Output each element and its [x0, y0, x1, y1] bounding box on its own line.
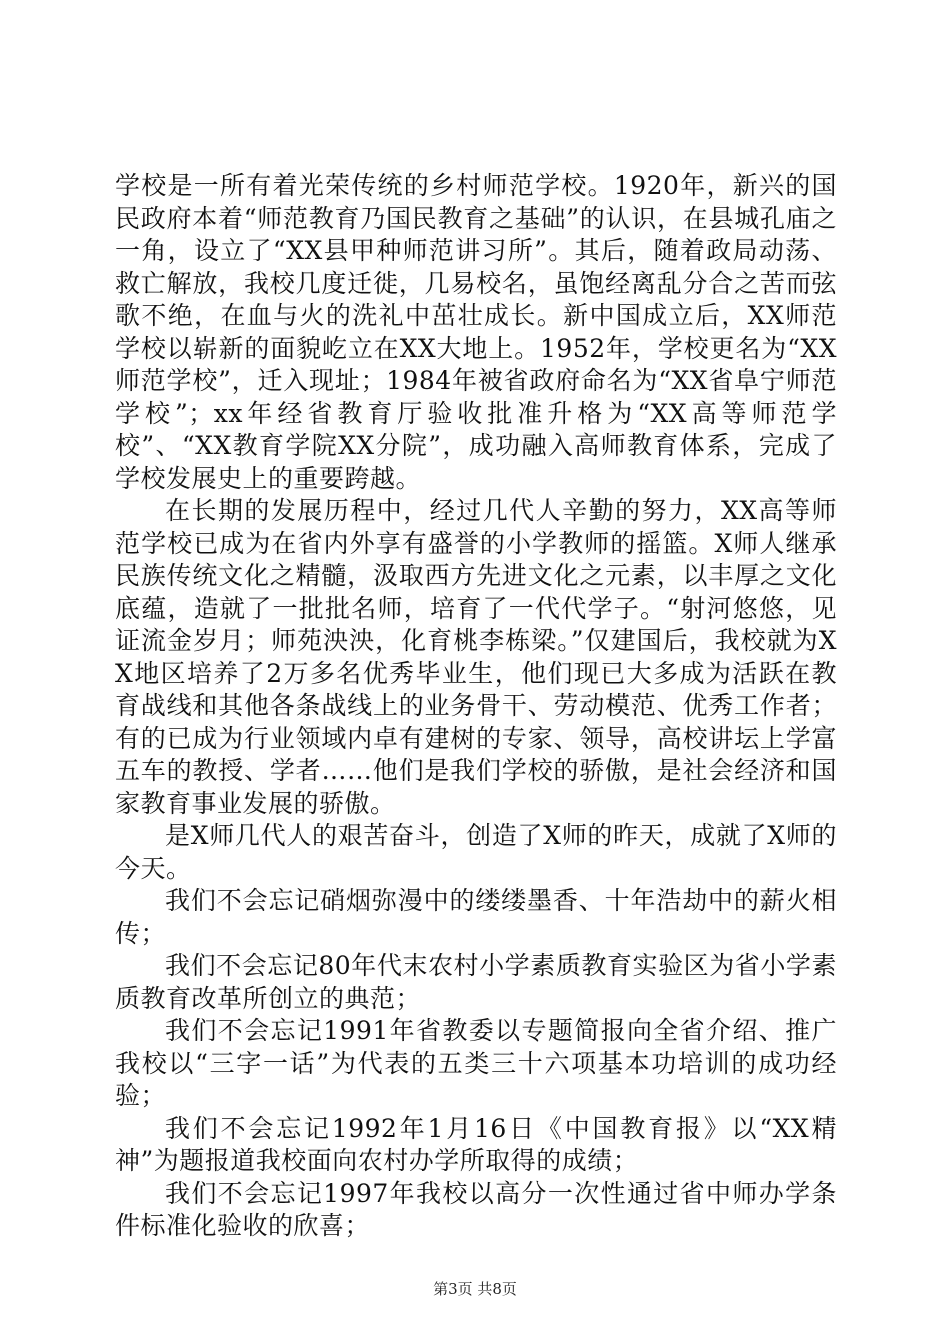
document-body [115, 170, 837, 1243]
paragraph-remember-1: 我们不会忘记硝烟弥漫中的缕缕墨香、十年浩劫中的薪火相传； [115, 886, 837, 948]
paragraph-development: 在长期的发展历程中，经过几代人辛勤的努力，XX高等师范学校已成为在省内外享有盛誉的小学教师的摇篮。X师人继承民族传统文化之精髓，汲取西方先进文化之元素，以丰厚之文化底蕴，造就了一批批名师，培育了一代代学子。“射河悠悠，见证流金岁月；师苑泱泱，化育桃李栋梁。”仅建国后，我校就为XX地区培养了2万多名优秀毕业生，他们现已大多成为活跃在教育战线和其他各条战线上的业务骨干、劳动模范、优秀工作者；有的已成为行业领域内卓有建树的专家、领导，高校讲坛上学富五车的教授、学者……他们是我们学校的骄傲，是社会经济和国家教育事业发展的骄傲。 [115, 496, 837, 818]
paragraph-remember-3: 我们不会忘记1991年省教委以专题简报向全省介绍、推广我校以“三字一话”为代表的五类三十六项基本功培训的成功经验； [115, 1016, 837, 1110]
paragraph-struggle: 是X师几代人的艰苦奋斗，创造了X师的昨天，成就了X师的今天。 [115, 821, 837, 883]
paragraph-remember-5: 我们不会忘记1997年我校以高分一次性通过省中师办学条件标准化验收的欣喜； [115, 1178, 837, 1240]
page-number-footer: 第3页 共8页 [433, 1280, 517, 1298]
paragraph-school-history: 学校是一所有着光荣传统的乡村师范学校。1920年，新兴的国民政府本着“师范教育乃国民教育之基础”的认识，在县城孔庙之一角，设立了“XX县甲种师范讲习所”。其后，随着政局动荡、救亡解放，我校几度迁徙，几易校名，虽饱经离乱分合之苦而弦歌不绝，在血与火的洗礼中茁壮成长。新中国成立后，XX师范学校以崭新的面貌屹立在XX大地上。1952年，学校更名为“XX师范学校”，迁入现址；1984年被省政府命名为“XX省阜宁师范学校”；xx年经省教育厅验收批准升格为“XX高等师范学校”、“XX教育学院XX分院”，成功融入高师教育体系，完成了学校发展史上的重要跨越。 [115, 171, 837, 493]
paragraph-remember-4: 我们不会忘记1992年1月16日《中国教育报》以“XX精神”为题报道我校面向农村办学所取得的成绩； [115, 1113, 837, 1175]
paragraph-remember-2: 我们不会忘记80年代末农村小学素质教育实验区为省小学素质教育改革所创立的典范； [115, 951, 837, 1013]
